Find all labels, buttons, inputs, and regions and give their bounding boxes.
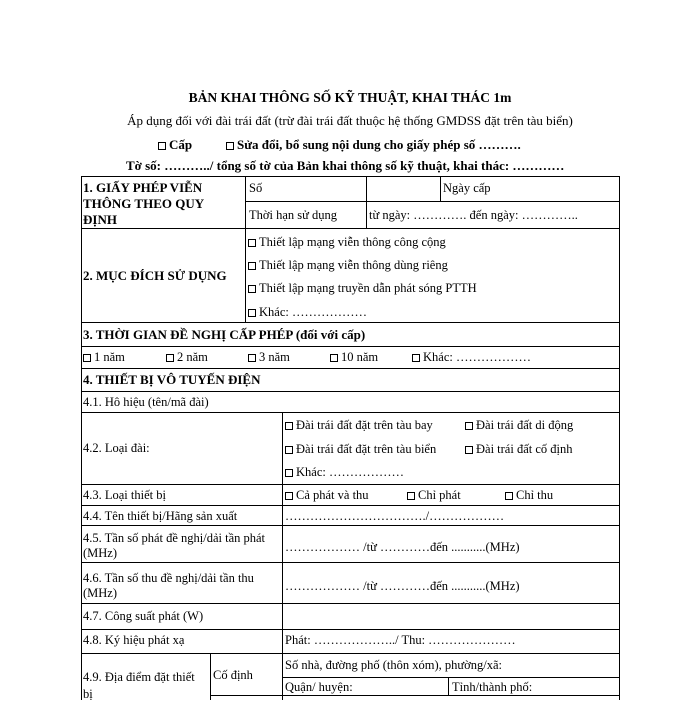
r6-label-1: 4.6. Tần số thu đề nghị/dải tần thu <box>83 571 254 585</box>
s2-option-1[interactable] <box>248 236 446 249</box>
option-sua-doi-label: Sửa đổi, bổ sung nội dung cho giấy phép số ………. <box>237 137 521 152</box>
r8-label: 4.8. Ký hiệu phát xạ <box>83 633 185 647</box>
r5-label-1: 4.5. Tần số phát đề nghị/dải tần phát <box>83 531 266 545</box>
s1-heading-2: THÔNG THEO QUY <box>83 196 205 211</box>
option-label: 10 năm <box>341 350 379 364</box>
r9-quan[interactable]: Quận/ huyện: <box>285 680 353 694</box>
r9-tinh[interactable]: Tỉnh/thành phố: <box>452 680 533 694</box>
checkbox-icon <box>407 492 415 500</box>
s4-heading: 4. THIẾT BỊ VÔ TUYẾN ĐIỆN <box>83 372 261 387</box>
s3-option-5[interactable] <box>412 351 531 364</box>
s2-option-3[interactable] <box>248 282 477 295</box>
r9-label-1: 4.9. Địa điểm đặt thiết <box>83 670 195 684</box>
r2-option-2[interactable] <box>465 419 573 432</box>
option-label: Thiết lập mạng truyền dẫn phát sóng PTTH <box>259 281 477 295</box>
s2-heading: 2. MỤC ĐÍCH SỬ DỤNG <box>83 268 227 283</box>
option-label: Khác: ……………… <box>423 350 531 364</box>
r2-option-3[interactable] <box>285 443 436 456</box>
option-cap-label: Cấp <box>169 137 193 152</box>
r9-label-2: bị <box>83 687 93 701</box>
r2-option-4[interactable] <box>465 443 573 456</box>
option-label: Đài trái đất cố định <box>476 442 573 456</box>
checkbox-icon <box>83 354 91 362</box>
checkbox-icon <box>248 354 256 362</box>
checkbox-icon <box>248 262 256 270</box>
r4-label: 4.4. Tên thiết bị/Hãng sản xuất <box>83 509 238 523</box>
form-subtitle: Áp dụng đối với đài trái đất (trừ đài trái đất thuộc hệ thống GMDSS đặt trên tàu biển) <box>127 113 573 128</box>
option-label: Chỉ phát <box>418 488 461 502</box>
so-label: Số <box>249 181 263 195</box>
checkbox-icon <box>285 469 293 477</box>
s3-option-1[interactable] <box>83 351 125 364</box>
s2-option-2[interactable] <box>248 259 448 272</box>
s3-heading: 3. THỜI GIAN ĐỀ NGHỊ CẤP PHÉP (đối với cấp) <box>83 327 366 342</box>
r1-label: 4.1. Hô hiệu (tên/mã đài) <box>83 395 209 409</box>
s2-option-4[interactable] <box>248 306 367 319</box>
option-label: 2 năm <box>177 350 208 364</box>
s3-option-3[interactable] <box>248 351 290 364</box>
r9-so-nha[interactable]: Số nhà, đường phố (thôn xóm), phường/xã: <box>285 658 503 672</box>
r4-field[interactable]: ……………………………./……………… <box>285 509 505 523</box>
r5-label-2: (MHz) <box>83 546 118 560</box>
checkbox-icon <box>166 354 174 362</box>
option-label: Khác: ……………… <box>259 305 367 319</box>
r7-label: 4.7. Công suất phát (W) <box>83 609 204 623</box>
option-label: Thiết lập mạng viễn thông dùng riêng <box>259 258 448 272</box>
r6-field[interactable]: ……………… /từ …………đến ...........(MHz) <box>285 579 520 593</box>
checkbox-icon <box>412 354 420 362</box>
r3-option-3[interactable] <box>505 489 553 502</box>
checkbox-icon <box>330 354 338 362</box>
s3-option-2[interactable] <box>166 351 208 364</box>
option-label: Đài trái đất đặt trên tàu bay <box>296 418 433 432</box>
checkbox-icon <box>248 309 256 317</box>
r8-field[interactable]: Phát: ………………../ Thu: ………………… <box>285 633 516 647</box>
r5-field[interactable]: ……………… /từ …………đến ...........(MHz) <box>285 540 520 554</box>
r3-option-1[interactable] <box>285 489 369 502</box>
s1-heading-3: ĐỊNH <box>83 212 117 227</box>
option-sua-doi[interactable] <box>226 138 521 151</box>
checkbox-icon <box>465 422 473 430</box>
form-title: BẢN KHAI THÔNG SỐ KỸ THUẬT, KHAI THÁC 1m <box>188 90 512 105</box>
s1-heading-1: 1. GIẤY PHÉP VIỄN <box>83 180 203 195</box>
r6-label-2: (MHz) <box>83 586 118 600</box>
option-label: Đài trái đất đặt trên tàu biển <box>296 442 437 456</box>
checkbox-icon <box>505 492 513 500</box>
r3-option-2[interactable] <box>407 489 461 502</box>
checkbox-icon <box>285 492 293 500</box>
s3-option-4[interactable] <box>330 351 378 364</box>
option-cap[interactable] <box>158 138 192 151</box>
option-label: Cả phát và thu <box>296 488 369 502</box>
r2-label: 4.2. Loại đài: <box>83 441 150 455</box>
thoi-han-label: Thời hạn sử dụng <box>249 208 338 222</box>
checkbox-icon <box>285 422 293 430</box>
option-label: Khác: ……………… <box>296 465 404 479</box>
tu-ngay-field[interactable]: từ ngày: …………. đến ngày: ………….. <box>369 208 578 222</box>
to-so-line: Tờ số: ………../ tổng số tờ của Bản khai thông số kỹ thuật, khai thác: ………… <box>126 158 565 173</box>
checkbox-icon <box>158 142 166 150</box>
checkbox-icon <box>285 446 293 454</box>
r2-option-5[interactable] <box>285 466 404 479</box>
option-label: Thiết lập mạng viễn thông công cộng <box>259 235 446 249</box>
option-label: 1 năm <box>94 350 125 364</box>
option-label: Đài trái đất di động <box>476 418 574 432</box>
checkbox-icon <box>226 142 234 150</box>
r2-option-1[interactable] <box>285 419 433 432</box>
checkbox-icon <box>248 285 256 293</box>
option-label: 3 năm <box>259 350 290 364</box>
r3-label: 4.3. Loại thiết bị <box>83 488 166 502</box>
option-label: Chỉ thu <box>516 488 554 502</box>
ngay-cap-label: Ngày cấp <box>443 181 491 195</box>
checkbox-icon <box>248 239 256 247</box>
r9-co-dinh: Cố định <box>213 668 253 682</box>
checkbox-icon <box>465 446 473 454</box>
